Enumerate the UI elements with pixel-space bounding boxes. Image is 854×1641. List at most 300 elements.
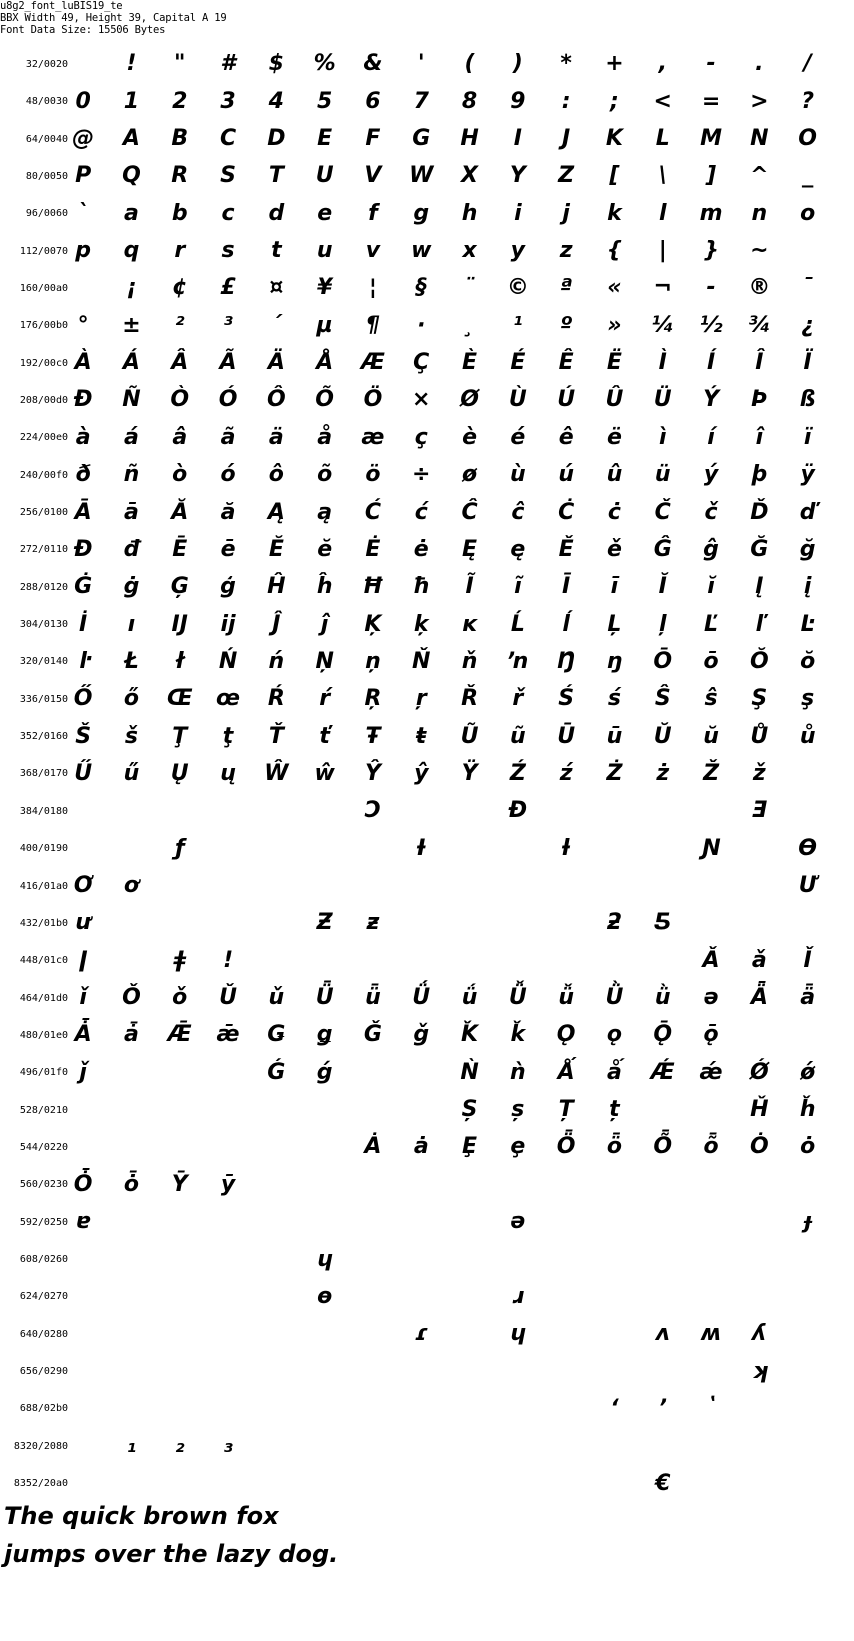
glyph-cell: Å xyxy=(316,350,334,376)
glyph-cell: ₃ xyxy=(223,1433,233,1459)
row-code-label: 416/01a0 xyxy=(19,880,68,892)
glyph-cell: ¢ xyxy=(172,275,188,301)
glyph-cell: £ xyxy=(220,275,236,301)
row-code-label: 352/0160 xyxy=(19,731,68,743)
glyph-cell: q xyxy=(123,238,140,264)
glyph-cell xyxy=(397,867,445,906)
glyph-cell: é xyxy=(510,424,526,450)
row-code-label: 8320/2080 xyxy=(13,1440,68,1452)
row-code-label: 208/00d0 xyxy=(19,394,68,406)
glyph-cell: Ǻ xyxy=(557,1059,575,1085)
glyph-cell: Õ xyxy=(315,387,334,413)
glyph-cell xyxy=(590,1352,638,1391)
glyph-row xyxy=(0,344,854,383)
glyph-cell xyxy=(252,1091,300,1130)
glyph-cell xyxy=(252,792,300,831)
glyph-cell xyxy=(107,1315,155,1354)
glyph-cell xyxy=(445,1427,493,1466)
glyph-cell xyxy=(445,1278,493,1317)
row-code-label: 368/0170 xyxy=(19,768,68,780)
glyph-cell: Ť xyxy=(268,723,284,749)
glyph-cell xyxy=(301,1203,349,1242)
glyph-cell: ŷ xyxy=(414,760,429,786)
glyph-cell xyxy=(204,1091,252,1130)
glyph-cell: o xyxy=(800,200,816,226)
glyph-cell: ʞ xyxy=(751,1358,768,1384)
glyph-cell: Ý xyxy=(703,387,719,413)
row-code-label: 288/0120 xyxy=(19,581,68,593)
glyph-cell xyxy=(784,792,832,831)
glyph-cell: ĉ xyxy=(511,499,525,525)
glyph-cell xyxy=(107,1128,155,1167)
glyph-cell: 5 xyxy=(316,88,333,114)
glyph-cell: ¾ xyxy=(747,312,771,338)
glyph-cell: ) xyxy=(512,51,523,77)
glyph-cell xyxy=(301,1091,349,1130)
glyph-cell: Ō xyxy=(653,648,673,674)
glyph-cell: Ǚ xyxy=(508,985,527,1011)
glyph-cell: ǎ xyxy=(751,947,767,973)
sample-text-line-2: jumps over the lazy dog. xyxy=(4,1540,339,1568)
glyph-cell: Ô xyxy=(266,387,286,413)
glyph-cell: ȟ xyxy=(799,1097,816,1123)
glyph-row xyxy=(0,456,854,495)
glyph-cell: Č xyxy=(654,499,671,525)
glyph-cell: : xyxy=(561,88,571,114)
glyph-cell: ȫ xyxy=(606,1134,622,1160)
glyph-cell: ý xyxy=(703,462,719,488)
glyph-cell: ƒ xyxy=(174,835,185,861)
glyph-row xyxy=(0,269,854,308)
glyph-cell: r xyxy=(174,238,186,264)
glyph-cell: Ċ xyxy=(558,499,575,525)
glyph-row xyxy=(0,1352,854,1391)
glyph-cell: ô xyxy=(268,462,284,488)
glyph-cell xyxy=(204,1390,252,1429)
glyph-cell: à xyxy=(75,424,91,450)
glyph-cell: Ȟ xyxy=(750,1097,769,1123)
glyph-cell: ȱ xyxy=(123,1171,139,1197)
glyph-cell xyxy=(301,1390,349,1429)
glyph-cell: ǘ xyxy=(461,985,478,1011)
glyph-cell: ï xyxy=(803,424,812,450)
glyph-cell xyxy=(397,1352,445,1391)
glyph-cell: Ǧ xyxy=(363,1022,382,1048)
glyph-cell xyxy=(784,1390,832,1429)
glyph-cell: × xyxy=(412,387,431,413)
glyph-cell xyxy=(445,941,493,980)
row-code-label: 400/0190 xyxy=(19,843,68,855)
row-code-label: 32/0020 xyxy=(25,58,68,70)
row-code-label: 320/0140 xyxy=(19,656,68,668)
glyph-cell: Ȩ xyxy=(462,1134,478,1160)
glyph-row xyxy=(0,605,854,644)
glyph-cell: 9 xyxy=(510,88,526,114)
glyph-cell: O xyxy=(798,126,817,152)
glyph-cell: S xyxy=(220,163,236,189)
glyph-cell xyxy=(542,1352,590,1391)
glyph-cell xyxy=(252,904,300,943)
glyph-cell: " xyxy=(174,51,186,77)
glyph-cell xyxy=(445,829,493,868)
glyph-cell xyxy=(107,1053,155,1092)
glyph-cell: Æ xyxy=(361,350,385,376)
glyph-cell: Ɲ xyxy=(701,835,721,861)
glyph-cell: Ǖ xyxy=(315,985,334,1011)
glyph-cell xyxy=(156,1091,204,1130)
glyph-cell: H xyxy=(460,126,479,152)
glyph-cell xyxy=(349,867,397,906)
glyph-row xyxy=(0,1166,854,1205)
glyph-cell: Û xyxy=(605,387,624,413)
glyph-cell xyxy=(494,1390,542,1429)
glyph-cell: » xyxy=(607,312,622,338)
row-code-label: 384/0180 xyxy=(19,805,68,817)
glyph-cell: R xyxy=(171,163,189,189)
glyph-cell: Ą xyxy=(267,499,285,525)
glyph-cell xyxy=(107,904,155,943)
glyph-cell: µ xyxy=(316,312,333,338)
glyph-cell: ʎ xyxy=(752,1321,767,1347)
glyph-cell: ʽ xyxy=(706,1395,716,1421)
glyph-cell xyxy=(639,1091,687,1130)
glyph-cell: Ǣ xyxy=(167,1022,192,1048)
glyph-cell: Ŷ xyxy=(364,760,381,786)
glyph-cell: ! xyxy=(126,51,137,77)
glyph-cell: W xyxy=(409,163,434,189)
glyph-cell: ǹ xyxy=(510,1059,526,1085)
glyph-cell xyxy=(397,1203,445,1242)
glyph-cell: Ǜ xyxy=(605,985,624,1011)
row-code-label: 464/01d0 xyxy=(19,992,68,1004)
glyph-cell xyxy=(590,1278,638,1317)
glyph-cell xyxy=(784,1352,832,1391)
glyph-cell: ō xyxy=(703,648,719,674)
glyph-cell: Ţ xyxy=(172,723,188,749)
glyph-cell: Ö xyxy=(363,387,383,413)
glyph-cell: x xyxy=(462,238,477,264)
glyph-cell: Ŗ xyxy=(364,686,382,712)
glyph-cell xyxy=(252,829,300,868)
glyph-cell: Ī xyxy=(562,574,571,600)
glyph-cell xyxy=(59,1427,107,1466)
glyph-row xyxy=(0,1278,854,1317)
glyph-cell xyxy=(59,792,107,831)
glyph-cell: ñ xyxy=(123,462,140,488)
glyph-cell: ɹ xyxy=(511,1283,524,1309)
glyph-cell xyxy=(252,1390,300,1429)
glyph-cell: Ů xyxy=(750,723,769,749)
glyph-cell xyxy=(639,1427,687,1466)
glyph-cell: Ǵ xyxy=(267,1059,286,1085)
glyph-cell: © xyxy=(506,275,529,301)
glyph-cell: Ū xyxy=(557,723,576,749)
glyph-cell: ŋ xyxy=(606,648,623,674)
glyph-cell xyxy=(107,1278,155,1317)
glyph-cell: Ĉ xyxy=(461,499,478,525)
glyph-cell: Œ xyxy=(166,686,193,712)
glyph-cell: ɾ xyxy=(414,1321,428,1347)
glyph-cell: Ÿ xyxy=(461,760,478,786)
glyph-cell: Ž xyxy=(703,760,720,786)
glyph-cell: Î xyxy=(755,350,764,376)
glyph-row xyxy=(0,419,854,458)
glyph-cell xyxy=(204,904,252,943)
glyph-row xyxy=(0,568,854,607)
glyph-cell: Ǡ xyxy=(74,1022,92,1048)
glyph-cell: ű xyxy=(123,760,140,786)
glyph-cell: ǻ xyxy=(607,1059,622,1085)
glyph-cell: Ȯ xyxy=(749,1134,769,1160)
glyph-cell xyxy=(784,1240,832,1279)
glyph-cell: ǧ xyxy=(413,1022,430,1048)
glyph-cell: Ě xyxy=(558,536,574,562)
glyph-cell: Ĝ xyxy=(653,536,672,562)
glyph-cell: ĩ xyxy=(514,574,522,600)
glyph-cell xyxy=(252,941,300,980)
glyph-cell xyxy=(687,1240,735,1279)
glyph-cell xyxy=(590,941,638,980)
row-code-label: 656/0290 xyxy=(19,1366,68,1378)
glyph-cell: Ė xyxy=(365,536,381,562)
glyph-cell: Ǐ xyxy=(803,947,812,973)
glyph-cell xyxy=(59,829,107,868)
glyph-cell xyxy=(156,1053,204,1092)
glyph-cell: Ȳ xyxy=(171,1171,188,1197)
glyph-cell: ʻ xyxy=(610,1395,619,1421)
glyph-cell: ² xyxy=(174,312,185,338)
glyph-cell: ] xyxy=(706,163,717,189)
glyph-cell: ŭ xyxy=(703,723,719,749)
glyph-cell: Ư xyxy=(798,873,817,899)
row-code-label: 592/0250 xyxy=(19,1216,68,1228)
glyph-cell xyxy=(542,1315,590,1354)
glyph-row xyxy=(0,755,854,794)
glyph-cell xyxy=(445,904,493,943)
glyph-cell: ʼ xyxy=(658,1395,667,1421)
glyph-cell xyxy=(252,1203,300,1242)
row-code-label: 560/0230 xyxy=(19,1179,68,1191)
glyph-cell xyxy=(735,829,783,868)
glyph-cell xyxy=(59,269,107,308)
glyph-cell: Ŧ xyxy=(365,723,381,749)
glyph-cell xyxy=(542,904,590,943)
glyph-cell: ¨ xyxy=(464,275,476,301)
glyph-cell: ö xyxy=(365,462,381,488)
glyph-cell: ǝ xyxy=(703,985,719,1011)
glyph-cell: Ú xyxy=(557,387,576,413)
glyph-cell: ŕ xyxy=(319,686,331,712)
glyph-cell xyxy=(784,1278,832,1317)
glyph-cell xyxy=(784,1464,832,1503)
glyph-cell: ? xyxy=(801,88,815,114)
glyph-cell: * xyxy=(560,51,572,77)
glyph-cell: ä xyxy=(268,424,284,450)
glyph-cell xyxy=(445,1203,493,1242)
glyph-cell: Ƶ xyxy=(316,910,333,936)
glyph-cell xyxy=(107,1352,155,1391)
glyph-row xyxy=(0,194,854,233)
glyph-row xyxy=(0,1427,854,1466)
glyph-cell xyxy=(542,1278,590,1317)
glyph-row xyxy=(0,1315,854,1354)
glyph-cell: Ģ xyxy=(170,574,189,600)
glyph-cell xyxy=(542,1166,590,1205)
glyph-cell: ù xyxy=(510,462,526,488)
glyph-cell: . xyxy=(755,51,764,77)
glyph-row xyxy=(0,680,854,719)
glyph-cell xyxy=(156,1203,204,1242)
glyph-cell: ħ xyxy=(412,574,430,600)
glyph-cell: Ơ xyxy=(73,873,93,899)
glyph-cell xyxy=(639,1166,687,1205)
row-code-label: 336/0150 xyxy=(19,693,68,705)
glyph-cell xyxy=(301,1352,349,1391)
glyph-cell: ǭ xyxy=(703,1022,719,1048)
glyph-cell: ¹ xyxy=(513,312,523,338)
glyph-cell: ņ xyxy=(365,648,381,674)
glyph-cell xyxy=(204,829,252,868)
glyph-cell xyxy=(59,1352,107,1391)
glyph-cell: ¶ xyxy=(365,312,380,338)
glyph-cell: ® xyxy=(748,275,771,301)
glyph-cell: ǔ xyxy=(268,985,285,1011)
glyph-cell xyxy=(542,1427,590,1466)
glyph-cell: Ǎ xyxy=(702,947,720,973)
glyph-cell: Ő xyxy=(73,686,93,712)
glyph-cell xyxy=(735,1464,783,1503)
glyph-cell: ú xyxy=(558,462,574,488)
glyph-cell: b xyxy=(171,200,188,226)
glyph-cell: G xyxy=(412,126,431,152)
glyph-cell xyxy=(59,1091,107,1130)
glyph-cell: 2 xyxy=(172,88,188,114)
glyph-cell: Ē xyxy=(172,536,188,562)
glyph-cell: 1 xyxy=(123,88,140,114)
glyph-cell xyxy=(252,1352,300,1391)
glyph-cell: - xyxy=(706,275,716,301)
glyph-cell: 3 xyxy=(220,88,236,114)
glyph-cell xyxy=(301,867,349,906)
glyph-cell: ŉ xyxy=(507,648,529,674)
glyph-cell: > xyxy=(750,88,769,114)
glyph-cell: < xyxy=(653,88,672,114)
glyph-cell: ( xyxy=(464,51,475,77)
glyph-cell xyxy=(494,1427,542,1466)
glyph-cell: â xyxy=(172,424,188,450)
glyph-cell xyxy=(687,1427,735,1466)
glyph-cell xyxy=(107,1240,155,1279)
row-code-label: 256/0100 xyxy=(19,507,68,519)
glyph-cell: å xyxy=(317,424,333,450)
glyph-cell: ĳ xyxy=(220,611,236,637)
glyph-cell xyxy=(59,1240,107,1279)
glyph-cell xyxy=(687,1091,735,1130)
glyph-cell: Ø xyxy=(460,387,479,413)
glyph-cell xyxy=(590,1427,638,1466)
glyph-cell: æ xyxy=(361,424,385,450)
glyph-cell: ś xyxy=(607,686,621,712)
row-code-label: 64/0040 xyxy=(25,133,68,145)
glyph-cell: Ź xyxy=(509,760,526,786)
glyph-cell: ĭ xyxy=(707,574,715,600)
glyph-cell xyxy=(397,904,445,943)
glyph-cell xyxy=(107,792,155,831)
glyph-cell: Ǘ xyxy=(412,985,431,1011)
glyph-cell xyxy=(156,1128,204,1167)
glyph-cell: Þ xyxy=(751,387,768,413)
glyph-cell: ǽ xyxy=(699,1059,723,1085)
glyph-cell: B xyxy=(171,126,189,152)
glyph-cell xyxy=(735,1278,783,1317)
glyph-cell: ı xyxy=(127,611,136,637)
glyph-cell: ĕ xyxy=(317,536,333,562)
glyph-cell: ŝ xyxy=(704,686,718,712)
glyph-cell xyxy=(252,1278,300,1317)
glyph-cell xyxy=(687,1203,735,1242)
glyph-cell: Ü xyxy=(653,387,672,413)
glyph-cell xyxy=(252,1128,300,1167)
glyph-cell: ₁ xyxy=(126,1433,137,1459)
glyph-cell: ɥ xyxy=(316,1246,333,1272)
glyph-cell: u xyxy=(316,238,333,264)
glyph-cell: Ǿ xyxy=(749,1059,769,1085)
glyph-cell: P xyxy=(75,163,92,189)
glyph-cell xyxy=(735,867,783,906)
glyph-cell: Í xyxy=(706,350,716,376)
glyph-cell: L xyxy=(655,126,670,152)
glyph-row xyxy=(0,829,854,868)
glyph-cell: « xyxy=(607,275,622,301)
glyph-cell xyxy=(204,1352,252,1391)
row-code-label: 448/01c0 xyxy=(19,955,68,967)
glyph-cell: T xyxy=(268,163,284,189)
glyph-cell: € xyxy=(655,1470,671,1496)
glyph-cell: Á xyxy=(122,350,140,376)
glyph-cell: ē xyxy=(220,536,236,562)
glyph-cell: Ş xyxy=(751,686,768,712)
glyph-cell: Ĭ xyxy=(658,574,667,600)
glyph-cell: d xyxy=(268,200,285,226)
glyph-cell: / xyxy=(803,51,812,77)
glyph-cell: ǂ xyxy=(173,947,186,973)
glyph-cell: ĵ xyxy=(320,611,329,637)
glyph-row xyxy=(0,1053,854,1092)
glyph-cell: ¤ xyxy=(269,275,284,301)
row-code-label: 176/00b0 xyxy=(19,320,68,332)
glyph-cell: ` xyxy=(77,200,89,226)
row-code-label: 96/0060 xyxy=(25,208,68,220)
glyph-cell xyxy=(590,829,638,868)
glyph-cell: Ó xyxy=(218,387,238,413)
glyph-cell xyxy=(349,941,397,980)
glyph-cell: F xyxy=(365,126,381,152)
glyph-cell: Ħ xyxy=(362,574,384,600)
glyph-cell: ë xyxy=(606,424,622,450)
glyph-cell: Ų xyxy=(170,760,189,786)
glyph-cell xyxy=(542,1240,590,1279)
glyph-cell xyxy=(590,1315,638,1354)
glyph-cell xyxy=(639,941,687,980)
glyph-cell: ß xyxy=(799,387,816,413)
glyph-cell xyxy=(784,1315,832,1354)
glyph-cell: ǀ xyxy=(79,947,88,973)
glyph-cell: ü xyxy=(654,462,671,488)
row-code-label: 480/01e0 xyxy=(19,1029,68,1041)
glyph-cell xyxy=(397,1464,445,1503)
glyph-cell: ₂ xyxy=(174,1433,185,1459)
glyph-cell xyxy=(252,1240,300,1279)
